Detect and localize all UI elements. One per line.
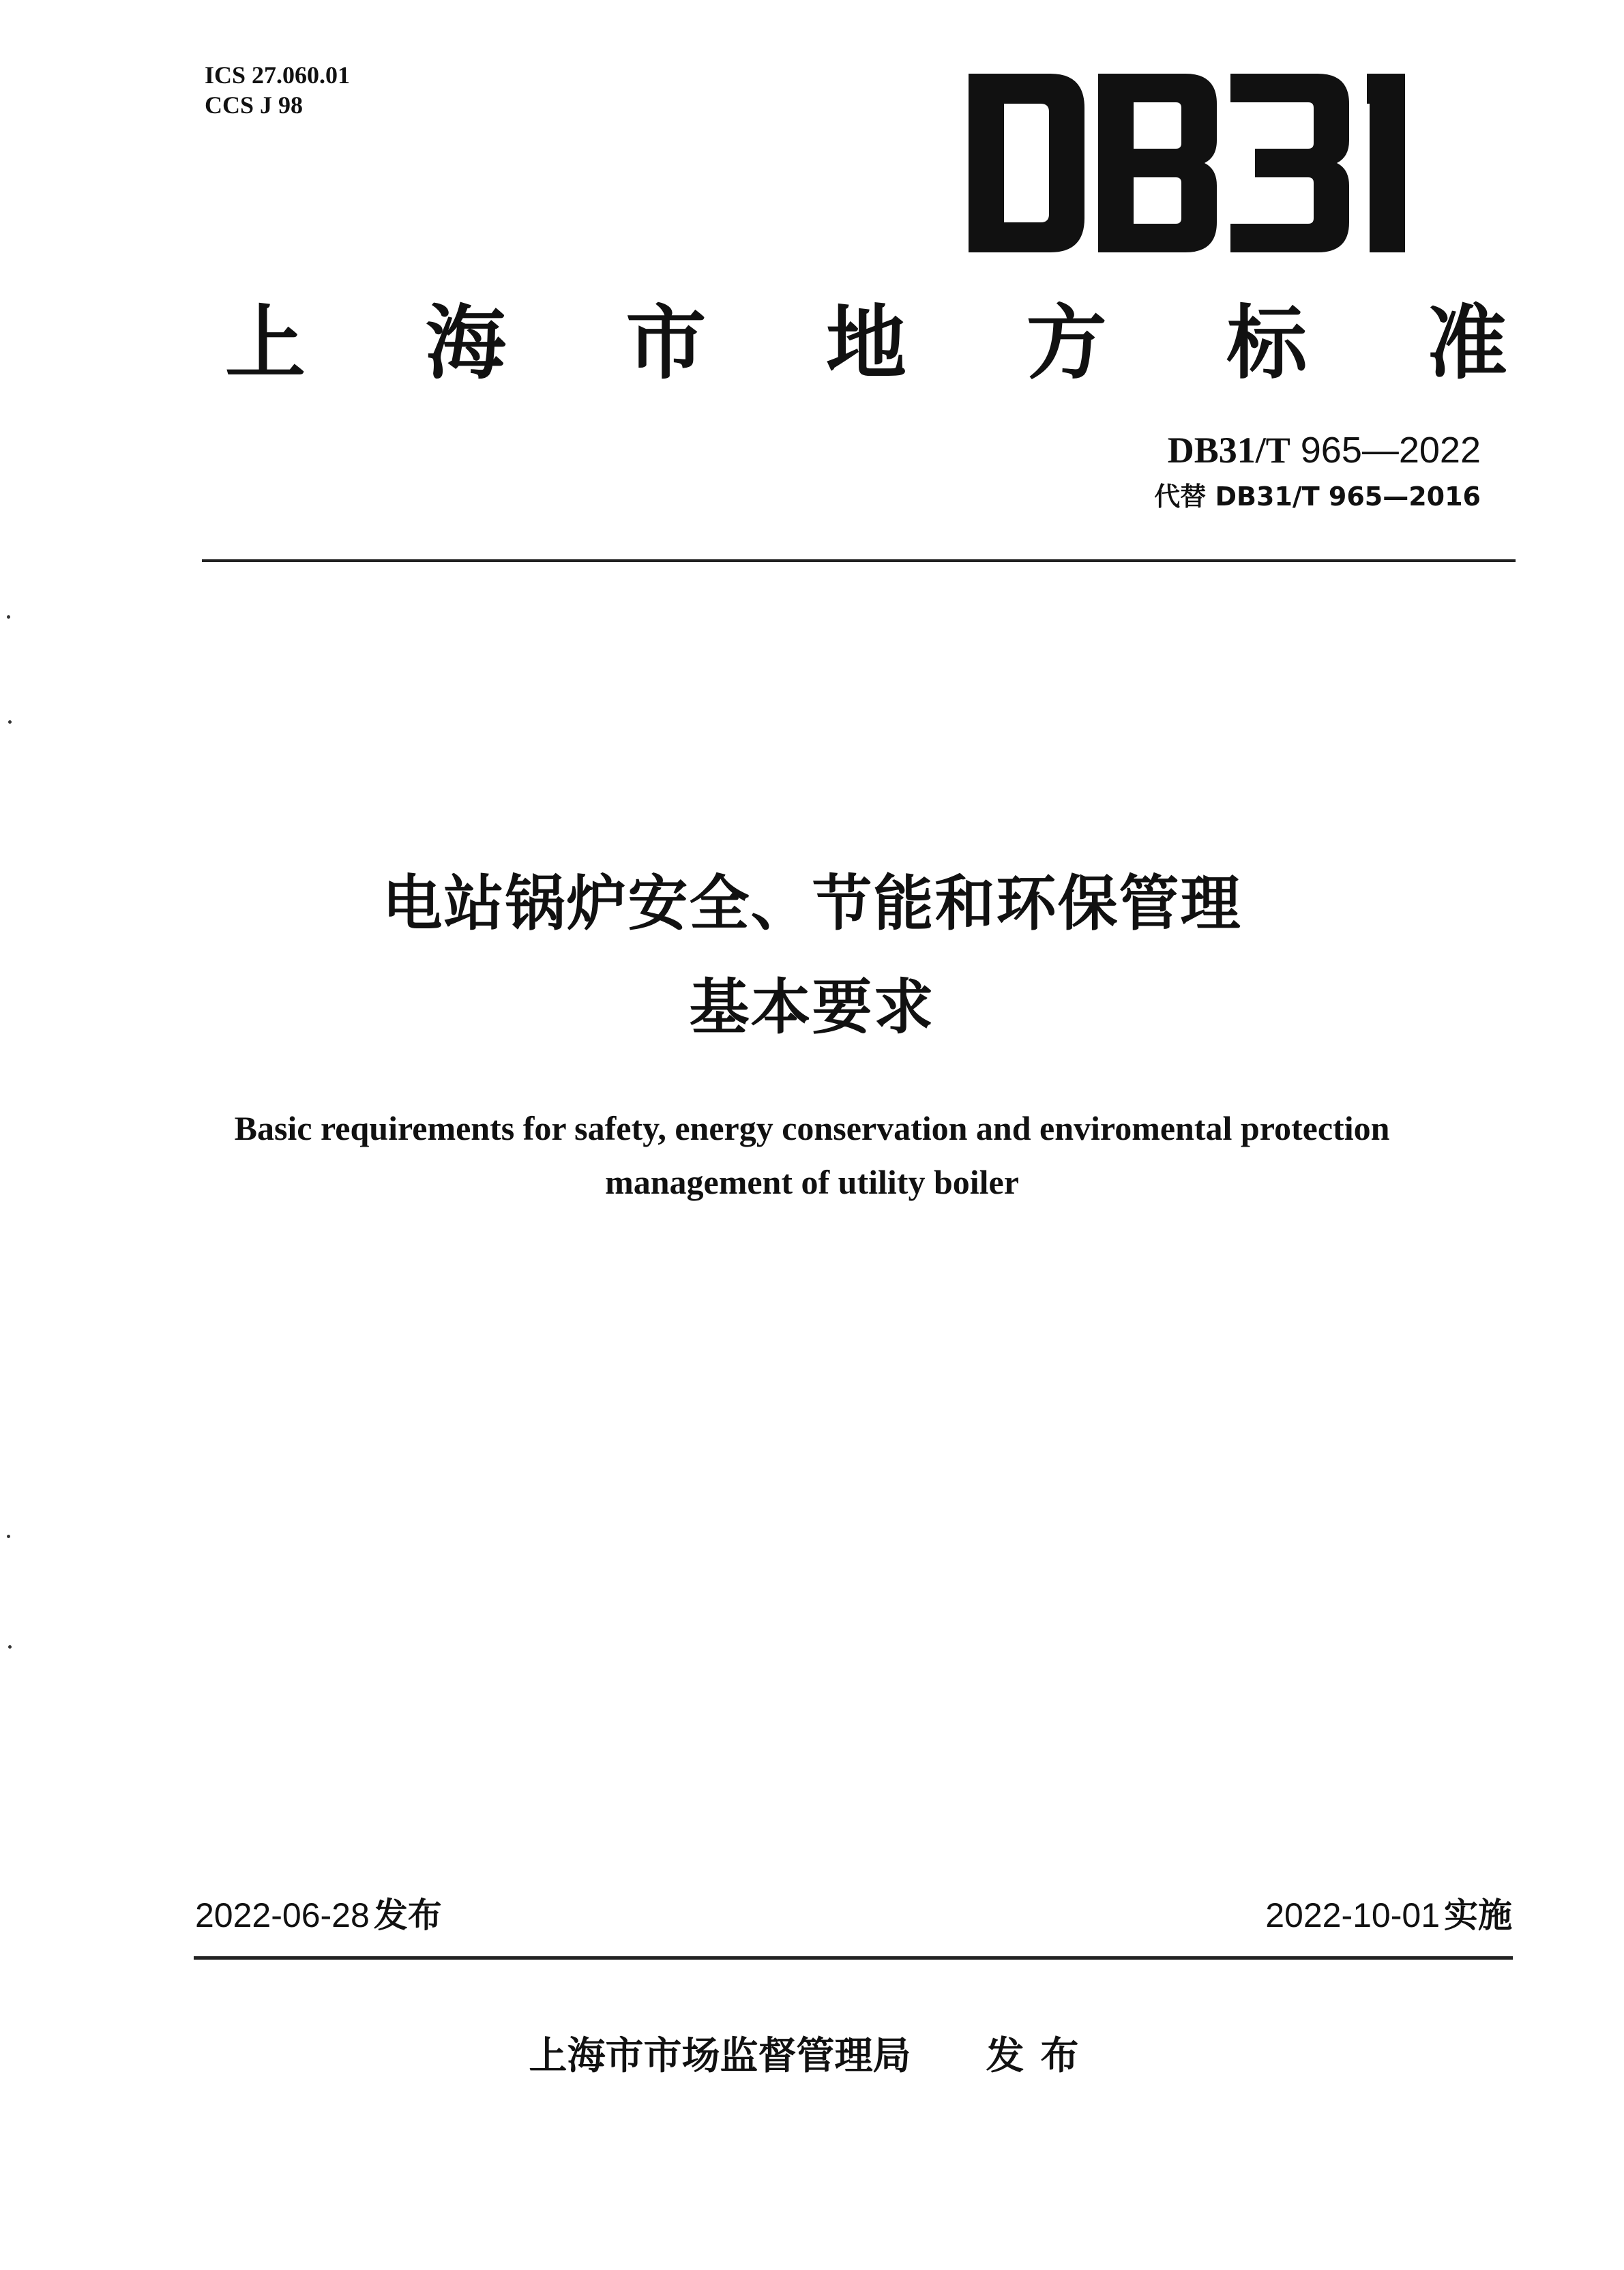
heading-char: 准 (1426, 296, 1507, 390)
db31-logo-mark (969, 74, 1432, 252)
ccs-code: CCS J 98 (205, 91, 304, 119)
heading-char: 地 (825, 296, 906, 390)
header-divider (202, 559, 1516, 562)
scan-speck (7, 615, 10, 619)
title-en-line2: management of utility boiler (605, 1163, 1019, 1201)
footer-divider (194, 1956, 1513, 1960)
ics-code: ICS 27.060.01 (205, 61, 351, 89)
issue-date (195, 1895, 442, 1936)
scan-speck (8, 720, 12, 724)
issuer-name: 上海市市场监督管理局 (529, 2034, 911, 2078)
implement-date (1265, 1895, 1512, 1936)
heading-char: 方 (1026, 296, 1107, 390)
standard-number-rest: 965—2022 (1290, 430, 1481, 471)
scan-speck (8, 1645, 12, 1649)
issuer (0, 2033, 1624, 2080)
heading-char: 海 (425, 296, 506, 390)
title-en-line1: Basic requirements for safety, energy conservation and enviromental protection (234, 1109, 1390, 1147)
issue-date-value: 2022-06-28 (195, 1896, 370, 1934)
scan-speck (7, 1535, 10, 1538)
issuer-action: 发布 (986, 2034, 1095, 2078)
standard-number (1168, 430, 1481, 471)
standard-type-heading (225, 296, 1507, 390)
replaces-standard: 代替 DB31/T 965—2016 (1154, 482, 1481, 512)
implement-date-label: 实施 (1444, 1896, 1512, 1935)
issue-date-label: 发布 (373, 1896, 442, 1935)
title-zh-line2: 基本要求 (689, 972, 935, 1042)
heading-char: 上 (225, 296, 306, 390)
heading-char: 标 (1226, 296, 1308, 390)
standard-number-prefix: DB31/T (1167, 430, 1290, 471)
title-zh-line1: 电站锅炉安全、节能和环保管理 (382, 868, 1242, 939)
heading-char: 市 (625, 296, 707, 390)
implement-date-value: 2022-10-01 (1265, 1896, 1440, 1934)
